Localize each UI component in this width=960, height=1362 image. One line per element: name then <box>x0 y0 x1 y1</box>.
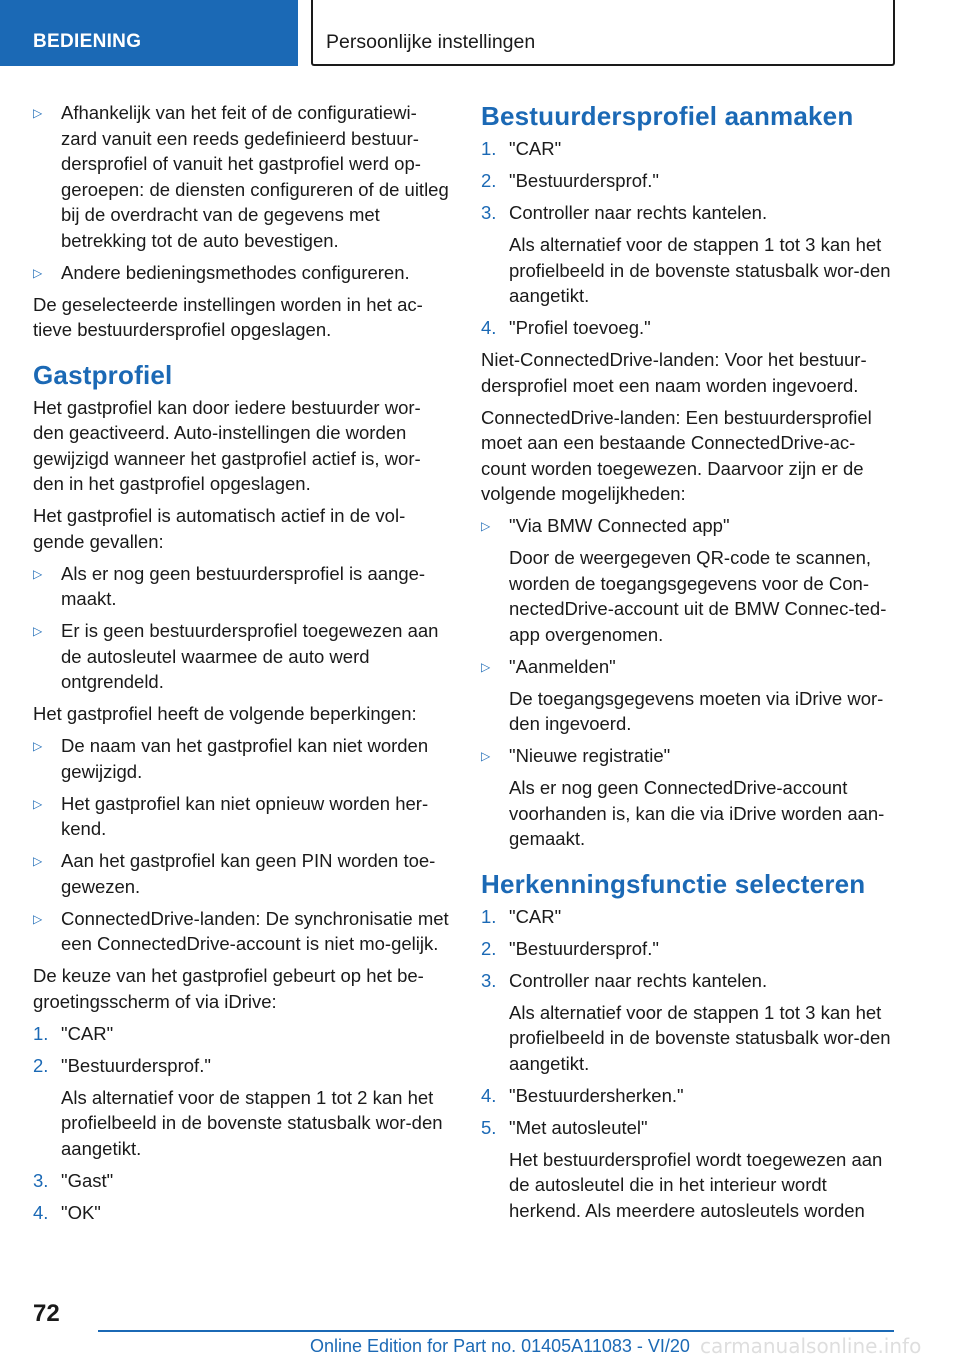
step-number: 1. <box>33 1022 49 1044</box>
step-note: Het bestuurdersprofiel wordt toegewezen aan de autosleutel die in het interieur wordt herkend. Als meerdere autosleutels worden <box>509 1148 883 1221</box>
list-item: ▷ Het gastprofiel kan niet opnieuw worden her-kend. <box>33 792 429 839</box>
create-steps-list <box>481 136 899 341</box>
list-item: ▷ Aan het gastprofiel kan geen PIN worden toe-gewezen. <box>33 850 436 897</box>
paragraph: Niet-ConnectedDrive-landen: Voor het bestuur-dersprofiel moet een naam worden ingevoerd. <box>481 349 867 396</box>
option-note: De toegangsgegevens moeten via iDrive wor-den ingevoerd. <box>509 687 884 734</box>
recognition-steps-list <box>481 904 899 1224</box>
triangle-bullet-icon: ▷ <box>33 911 43 926</box>
list-item: 5. "Met autosleutel" Het bestuurdersprofiel wordt toegewezen aan de autosleutel die in het interieur wordt herkend. Als meerdere autosleutels worden <box>481 1115 899 1224</box>
footer-divider <box>98 1330 894 1332</box>
step-number: 1. <box>481 905 497 927</box>
list-item: 4. "OK" <box>33 1200 451 1226</box>
triangle-bullet-icon: ▷ <box>33 796 43 811</box>
heading-herkenningsfunctie: Herkenningsfunctie selecteren <box>481 868 866 899</box>
step-number: 4. <box>481 1084 497 1106</box>
list-item: 1. "CAR" <box>481 136 899 162</box>
list-item: 1. "CAR" <box>481 904 899 930</box>
step-note: Als alternatief voor de stappen 1 tot 2 kan het profielbeeld in de bovenste statusbalk wor-den aangetikt. <box>61 1086 443 1159</box>
right-column <box>481 100 899 1230</box>
triangle-bullet-icon: ▷ <box>33 566 43 581</box>
list-item: 4. "Profiel toevoeg." <box>481 315 899 341</box>
list-item: 2. "Bestuurdersprof." Als alternatief voor de stappen 1 tot 2 kan het profielbeeld in de bovenste statusbalk wor-den aangetikt. <box>33 1053 451 1162</box>
list-item: 1. "CAR" <box>33 1021 451 1047</box>
list-item: ▷ "Nieuwe registratie" Als er nog geen ConnectedDrive-account voorhanden is, kan die via iDrive worden aan-gemaakt. <box>481 743 899 852</box>
watermark-text: carmanualsonline.info <box>700 1334 922 1358</box>
config-bullet-list <box>33 100 451 285</box>
guest-steps-list <box>33 1021 451 1226</box>
list-item: ▷ De naam van het gastprofiel kan niet worden gewijzigd. <box>33 735 429 782</box>
step-number: 3. <box>33 1169 49 1191</box>
option-note: Als er nog geen ConnectedDrive-account voorhanden is, kan die via iDrive worden aan-gemaakt. <box>509 777 885 849</box>
limits-list <box>33 733 451 957</box>
triangle-bullet-icon: ▷ <box>481 519 491 533</box>
step-note: Als alternatief voor de stappen 1 tot 3 kan het profielbeeld in de bovenste statusbalk wor-den aangetikt. <box>509 1001 891 1074</box>
heading-gastprofiel: Gastprofiel <box>33 359 173 390</box>
paragraph: Het gastprofiel is automatisch actief in de vol-gende gevallen: <box>33 505 406 552</box>
triangle-bullet-icon: ▷ <box>481 749 491 763</box>
list-item: 3. Controller naar rechts kantelen. Als alternatief voor de stappen 1 tot 3 kan het profielbeeld in de bovenste statusbalk wor-den aangetikt. <box>481 200 899 309</box>
list-item: 2. "Bestuurdersprof." <box>481 168 899 194</box>
paragraph: De keuze van het gastprofiel gebeurt op het be-groetingsscherm of via iDrive: <box>33 965 424 1012</box>
step-number: 1. <box>481 138 497 159</box>
section-tab: BEDIENING <box>0 0 298 66</box>
list-item: 4. "Bestuurdersherken." <box>481 1083 899 1109</box>
paragraph: Het gastprofiel heeft de volgende beperkingen: <box>33 703 417 724</box>
auto-active-list <box>33 561 451 695</box>
chapter-title: Persoonlijke instellingen <box>326 31 536 53</box>
step-number: 4. <box>481 317 497 338</box>
step-number: 2. <box>481 170 497 191</box>
paragraph: De geselecteerde instellingen worden in het ac-tieve bestuurdersprofiel opgeslagen. <box>33 293 423 340</box>
footer-edition: Online Edition for Part no. 01405A11083 - VI/20 <box>310 1336 690 1356</box>
step-number: 5. <box>481 1116 497 1138</box>
paragraph: ConnectedDrive-landen: Een bestuurdersprofiel moet aan een bestaande ConnectedDrive-ac-count worden toegewezen. Daarvoor zijn er de volgende mogelijkheden: <box>481 406 872 504</box>
step-number: 3. <box>481 969 497 991</box>
list-item: 3. "Gast" <box>33 1168 451 1194</box>
list-item: ▷ "Via BMW Connected app" Door de weergegeven QR-code te scannen, worden de toegangsgegevens voor de Con-nectedDrive-account uit de BMW Connec-ted-app overgenomen. <box>481 513 899 647</box>
triangle-bullet-icon: ▷ <box>33 739 43 753</box>
list-item: 3. Controller naar rechts kantelen. Als alternatief voor de stappen 1 tot 3 kan het profielbeeld in de bovenste statusbalk wor-den aangetikt. <box>481 968 899 1077</box>
list-item: ▷ "Aanmelden" De toegangsgegevens moeten via iDrive wor-den ingevoerd. <box>481 654 899 737</box>
list-item: 2. "Bestuurdersprof." <box>481 936 899 962</box>
triangle-bullet-icon: ▷ <box>33 106 43 120</box>
triangle-bullet-icon: ▷ <box>481 659 491 674</box>
list-item: ▷ Er is geen bestuurdersprofiel toegewezen aan de autosleutel waarmee de auto werd ontgrendeld. <box>33 620 439 692</box>
list-item: ▷ ConnectedDrive-landen: De synchronisatie met een ConnectedDrive-account is niet mo-gelijk. <box>33 907 449 954</box>
page-header <box>0 0 960 66</box>
option-note: Door de weergegeven QR-code te scannen, worden de toegangsgegevens voor de Con-nectedDrive-account uit de BMW Connec-ted-app overgenomen. <box>509 547 887 645</box>
heading-profiel-aanmaken: Bestuurdersprofiel aanmaken <box>481 101 854 131</box>
paragraph: Het gastprofiel kan door iedere bestuurder wor-den geactiveerd. Auto-instellingen die worden gewijzigd wanneer het gastprofiel actief is, wor-den in het gastprofiel opgeslagen. <box>33 396 421 494</box>
list-item: ▷ Andere bedieningsmethodes configureren. <box>33 260 451 286</box>
step-number: 2. <box>33 1054 49 1076</box>
list-item: ▷ Afhankelijk van het feit of de configuratiewi-zard vanuit een reeds gedefinieerd bestuur-dersprofiel of vanuit het gastprofiel werd op-geroepen: de diensten configureren of de uitleg bij de overdracht van de gegevens met betrekking tot de auto bevestigen. <box>33 102 449 251</box>
page-number: 72 <box>33 1300 60 1327</box>
step-number: 2. <box>481 937 497 959</box>
list-item: ▷ Als er nog geen bestuurdersprofiel is aange-maakt. <box>33 562 426 609</box>
triangle-bullet-icon: ▷ <box>33 854 43 868</box>
step-number: 4. <box>33 1201 49 1223</box>
account-options-list <box>481 513 899 852</box>
triangle-bullet-icon: ▷ <box>33 624 43 638</box>
step-note: Als alternatief voor de stappen 1 tot 3 kan het profielbeeld in de bovenste statusbalk wor-den aangetikt. <box>509 234 891 306</box>
triangle-bullet-icon: ▷ <box>33 265 43 280</box>
left-column <box>33 100 451 1232</box>
step-number: 3. <box>481 202 497 223</box>
